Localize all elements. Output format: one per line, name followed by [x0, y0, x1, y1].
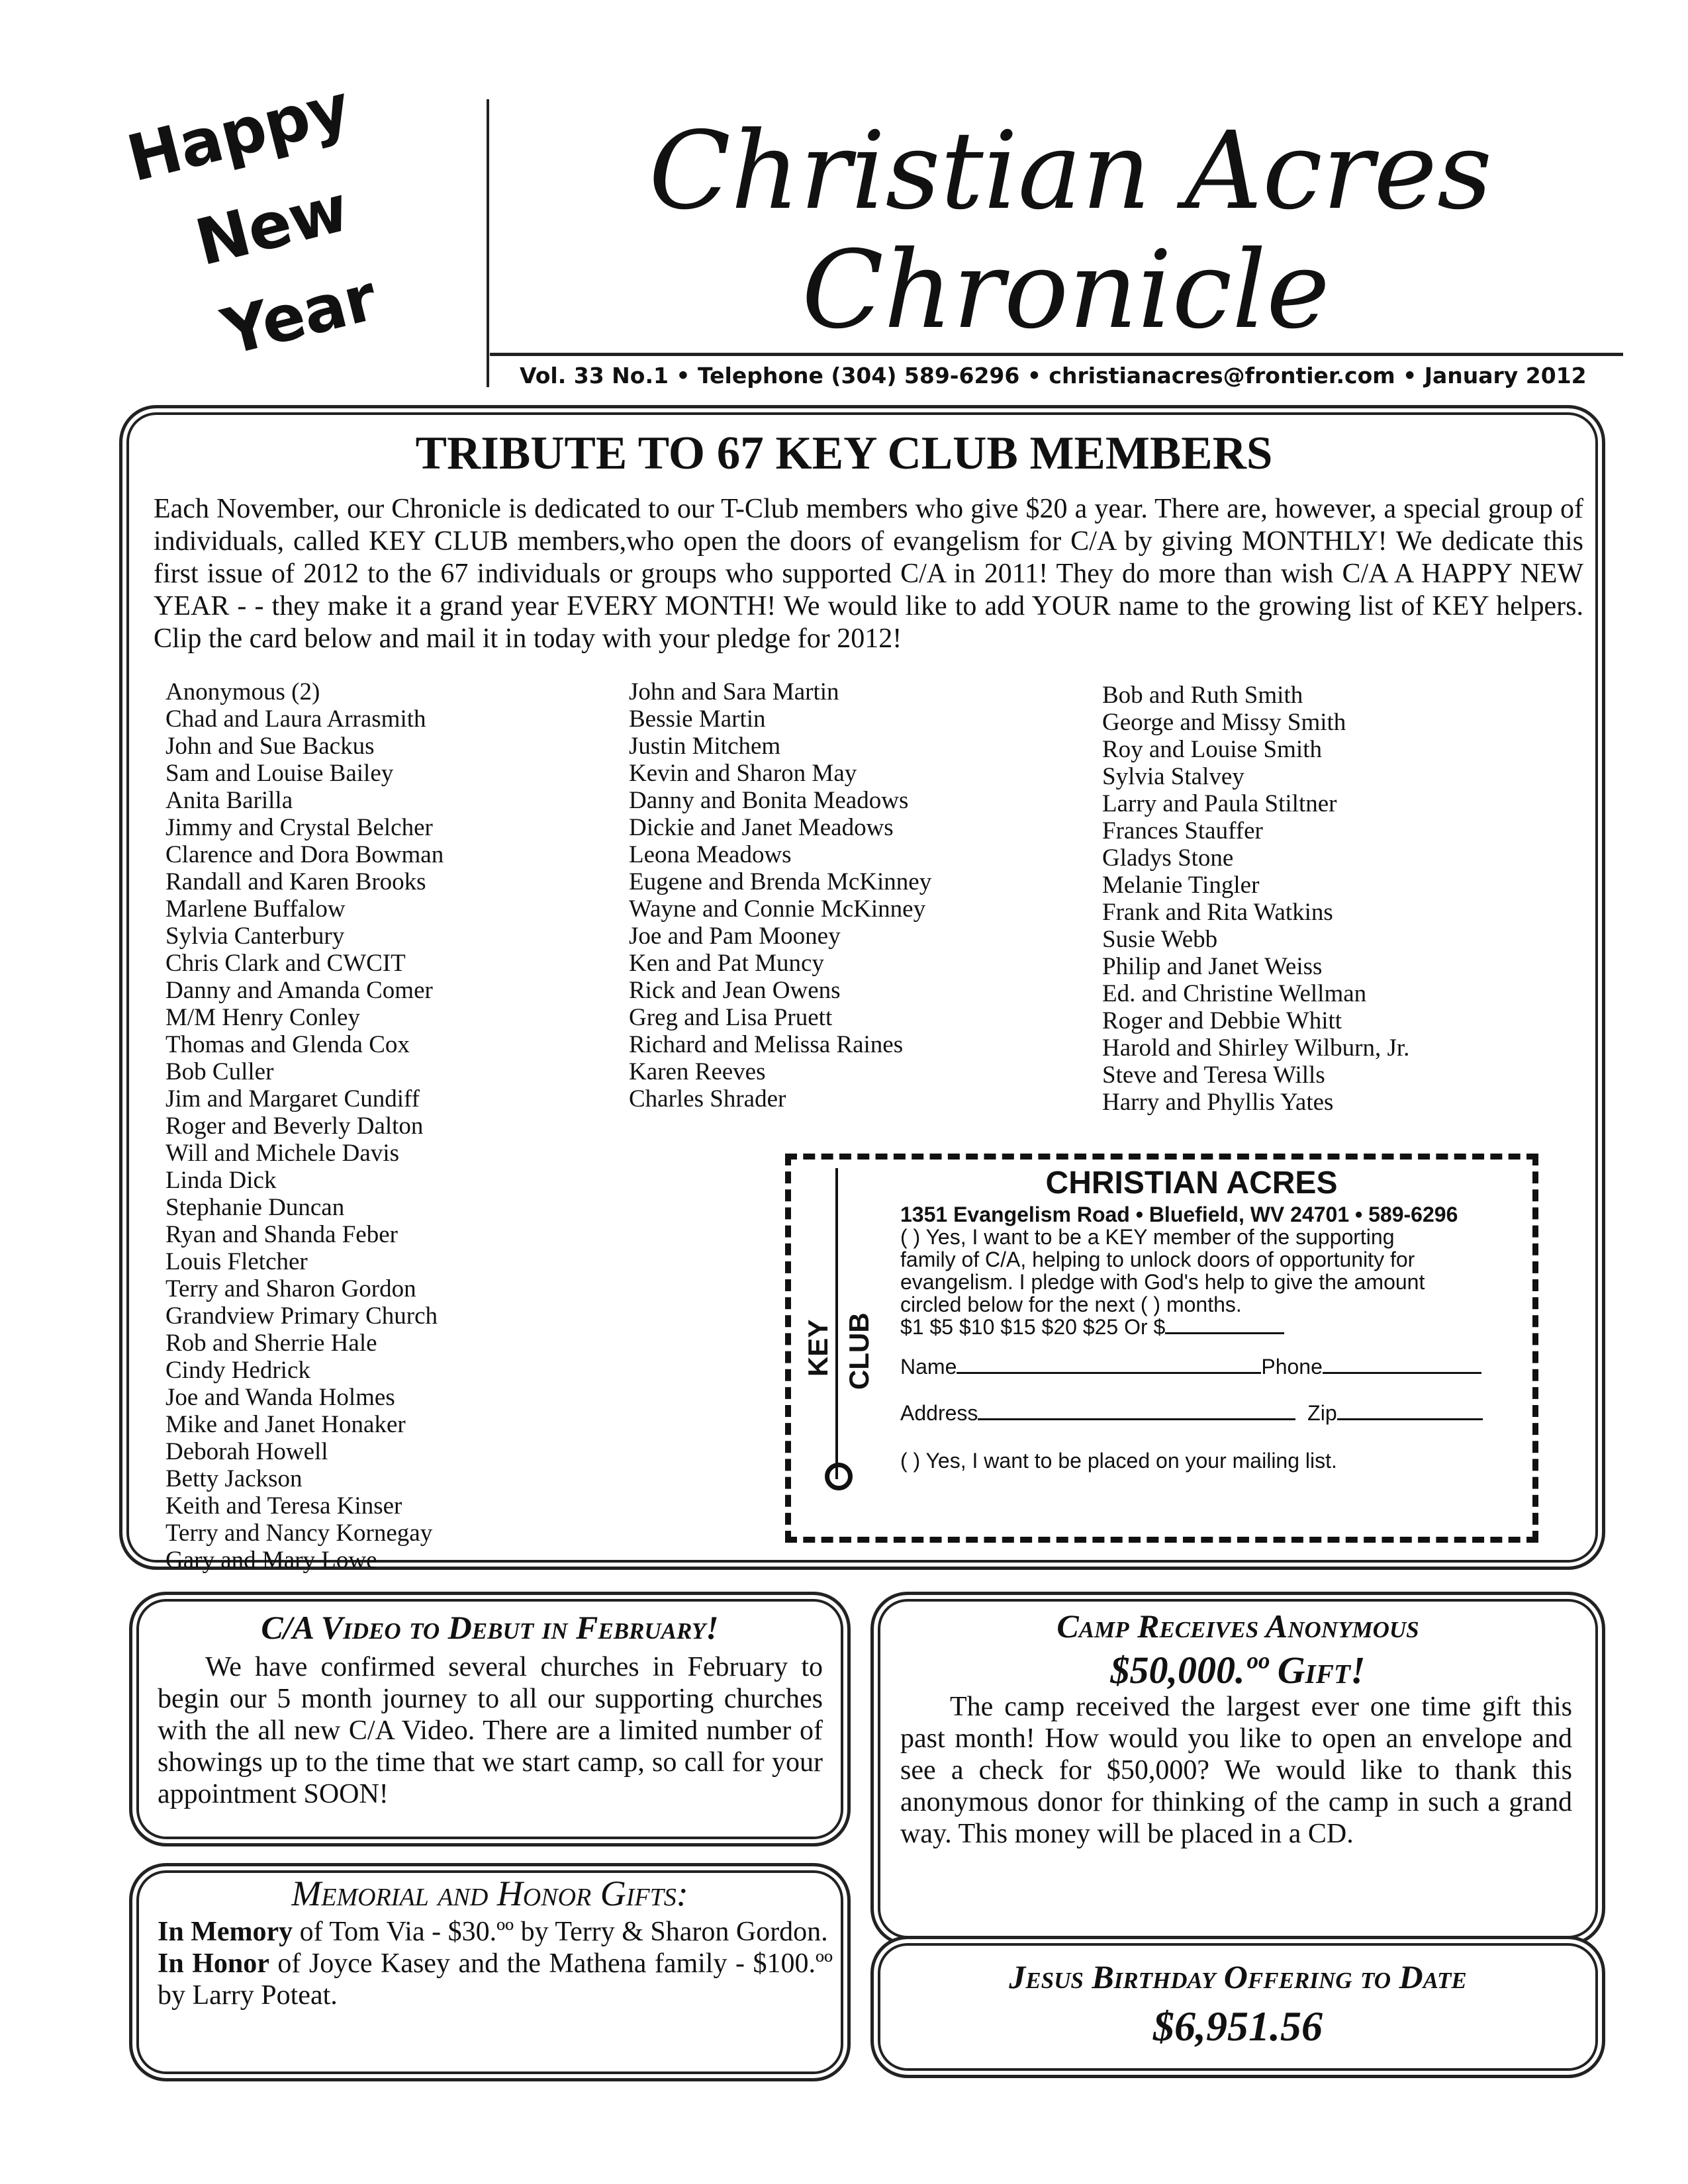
in-memory-label: In Memory: [158, 1917, 293, 1947]
key-member-name: Sam and Louise Bailey: [165, 760, 394, 787]
key-club-side-key: KEY: [802, 1319, 833, 1377]
key-member-name: Melanie Tingler: [1102, 872, 1260, 899]
key-member-name: Chris Clark and CWCIT: [165, 950, 406, 977]
key-member-name: Gary and Mary Lowe: [165, 1547, 377, 1574]
key-member-name: Joe and Pam Mooney: [629, 923, 841, 950]
key-members-column-3: [1102, 682, 1409, 1116]
key-member-name: Louis Fletcher: [165, 1248, 308, 1275]
other-amount-field[interactable]: [1165, 1332, 1284, 1334]
key-member-name: Linda Dick: [165, 1167, 277, 1194]
key-member-name: Karen Reeves: [629, 1058, 766, 1085]
key-member-name: Thomas and Glenda Cox: [165, 1031, 410, 1058]
video-title: C/A Video to Debut in February!: [261, 1609, 719, 1646]
key-member-name: John and Sara Martin: [629, 678, 839, 705]
key-member-name: Roger and Beverly Dalton: [165, 1113, 424, 1140]
phone-field[interactable]: [1323, 1372, 1481, 1374]
key-member-name: Betty Jackson: [165, 1465, 303, 1492]
masthead-title-line2: Chronicle: [802, 228, 1330, 353]
key-member-name: Ed. and Christine Wellman: [1102, 980, 1367, 1007]
key-member-name: Stephanie Duncan: [165, 1194, 345, 1221]
key-member-name: Frances Stauffer: [1102, 817, 1263, 844]
masthead-divider-horizontal: [490, 353, 1623, 356]
key-icon: [825, 1463, 853, 1490]
key-club-side-rule: [835, 1168, 838, 1479]
card-amounts[interactable]: $1 $5 $10 $15 $20 $25 Or $: [900, 1315, 1166, 1339]
name-label: Name: [900, 1355, 957, 1379]
key-member-name: Susie Webb: [1102, 926, 1218, 953]
offering-title: Jesus Birthday Offering to Date: [1009, 1958, 1467, 1995]
key-member-name: Terry and Nancy Kornegay: [165, 1520, 433, 1547]
key-member-name: Roy and Louise Smith: [1102, 736, 1322, 763]
key-member-name: M/M Henry Conley: [165, 1004, 360, 1031]
zip-label: Zip: [1307, 1401, 1337, 1425]
key-member-name: John and Sue Backus: [165, 733, 375, 760]
key-member-name: Ryan and Shanda Feber: [165, 1221, 398, 1248]
zip-field[interactable]: [1337, 1418, 1483, 1420]
key-member-name: Dickie and Janet Meadows: [629, 814, 894, 841]
memorial-text: [158, 1916, 833, 2011]
key-member-name: Frank and Rita Watkins: [1102, 899, 1333, 926]
key-member-name: Roger and Debbie Whitt: [1102, 1007, 1342, 1034]
greeting-new: New: [188, 171, 355, 281]
key-member-name: Greg and Lisa Pruett: [629, 1004, 833, 1031]
key-member-name: Randall and Karen Brooks: [165, 868, 426, 895]
key-member-name: Bob and Ruth Smith: [1102, 682, 1303, 709]
key-member-name: Chad and Laura Arrasmith: [165, 705, 426, 733]
key-member-name: Philip and Janet Weiss: [1102, 953, 1323, 980]
card-body: [900, 1203, 1496, 1472]
key-member-name: Charles Shrader: [629, 1085, 786, 1113]
key-member-name: Wayne and Connie McKinney: [629, 895, 926, 923]
greeting-happy: Happy: [120, 69, 357, 197]
tribute-intro: Each November, our Chronicle is dedicated to our T-Club members who give $20 a year. There are, however, a special group of individuals, called KEY CLUB members,who open the doors of evangelism for C/A by giving MONTHLY! We dedicate this first issue of 2012 to the 67 individuals or groups who supported C/A in 2011! They do more than wish C/A A HAPPY NEW YEAR - - they make it a grand year EVERY MONTH! We would like to add YOUR name to the growing list of KEY helpers. Clip the card below and mail it in today with your pledge for 2012!: [154, 494, 1583, 654]
key-members-column-2: [629, 678, 931, 1113]
in-memory-text: of Tom Via - $30.ºº by Terry & Sharon Gordon.: [293, 1917, 828, 1947]
key-member-name: Harry and Phyllis Yates: [1102, 1089, 1334, 1116]
key-member-name: Jim and Margaret Cundiff: [165, 1085, 420, 1113]
key-member-name: Anonymous (2): [165, 678, 320, 705]
key-member-name: Richard and Melissa Raines: [629, 1031, 904, 1058]
key-member-name: Ken and Pat Muncy: [629, 950, 824, 977]
key-member-name: Terry and Sharon Gordon: [165, 1275, 416, 1302]
camp-gift-title-1: Camp Receives Anonymous: [1056, 1608, 1419, 1645]
in-honor-text: of Joyce Kasey and the Mathena family - $100.ºº by Larry Poteat.: [158, 1948, 833, 2011]
key-member-name: Rick and Jean Owens: [629, 977, 841, 1004]
key-member-name: Bob Culler: [165, 1058, 274, 1085]
phone-label: Phone: [1261, 1355, 1323, 1379]
key-member-name: Will and Michele Davis: [165, 1140, 399, 1167]
key-member-name: Rob and Sherrie Hale: [165, 1330, 377, 1357]
key-member-name: Sylvia Stalvey: [1102, 763, 1244, 790]
key-member-name: Steve and Teresa Wills: [1102, 1062, 1325, 1089]
card-title: CHRISTIAN ACRES: [1045, 1165, 1338, 1201]
address-label: Address: [900, 1401, 978, 1425]
offering-amount: $6,951.56: [1153, 2003, 1323, 2050]
key-member-name: Mike and Janet Honaker: [165, 1411, 406, 1438]
card-address: 1351 Evangelism Road • Bluefield, WV 24701 • 589-6296: [900, 1203, 1458, 1226]
key-member-name: Grandview Primary Church: [165, 1302, 438, 1330]
in-honor-label: In Honor: [158, 1948, 269, 1979]
name-field[interactable]: [957, 1372, 1261, 1374]
tribute-title: TRIBUTE TO 67 KEY CLUB MEMBERS: [415, 428, 1273, 479]
key-member-name: Cindy Hedrick: [165, 1357, 310, 1384]
mailing-list-option[interactable]: ( ) Yes, I want to be placed on your mailing list.: [900, 1449, 1337, 1473]
card-pledge-line-3: evangelism. I pledge with God's help to give the amount: [900, 1270, 1425, 1294]
key-member-name: Danny and Amanda Comer: [165, 977, 433, 1004]
key-member-name: Danny and Bonita Meadows: [629, 787, 909, 814]
key-member-name: Keith and Teresa Kinser: [165, 1492, 402, 1520]
masthead-subline: Vol. 33 No.1 • Telephone (304) 589-6296 • christianacres@frontier.com • January 2012: [520, 363, 1587, 388]
key-members-column-1: [165, 678, 444, 1574]
key-member-name: Eugene and Brenda McKinney: [629, 868, 932, 895]
key-member-name: Kevin and Sharon May: [629, 760, 857, 787]
key-member-name: Clarence and Dora Bowman: [165, 841, 444, 868]
card-pledge-line-4: circled below for the next ( ) months.: [900, 1293, 1242, 1316]
key-member-name: Jimmy and Crystal Belcher: [165, 814, 433, 841]
key-member-name: George and Missy Smith: [1102, 709, 1346, 736]
key-member-name: Larry and Paula Stiltner: [1102, 790, 1337, 817]
masthead-title-line1: Christian Acres: [649, 109, 1493, 234]
memorial-title: Memorial and Honor Gifts:: [291, 1874, 688, 1913]
card-pledge-line-1: ( ) Yes, I want to be a KEY member of the supporting: [900, 1225, 1395, 1249]
address-field[interactable]: [978, 1418, 1295, 1420]
video-text: We have confirmed several churches in February to begin our 5 month journey to all our supporting churches with the all new C/A Video. There are a limited number of showings up to the time that we start camp, so call for your appointment SOON!: [158, 1652, 823, 1809]
greeting-year: Year: [214, 260, 384, 370]
card-pledge-line-2: family of C/A, helping to unlock doors of opportunity for: [900, 1248, 1415, 1271]
key-member-name: Marlene Buffalow: [165, 895, 346, 923]
camp-gift-text: The camp received the largest ever one time gift this past month! How would you like to open an envelope and see a check for $50,000? We would like to thank this anonymous donor for thinking of the camp in such a grand way. This money will be placed in a CD.: [900, 1692, 1572, 1849]
key-club-side-club: CLUB: [843, 1312, 874, 1390]
key-member-name: Leona Meadows: [629, 841, 792, 868]
key-member-name: Gladys Stone: [1102, 844, 1234, 872]
key-member-name: Anita Barilla: [165, 787, 293, 814]
key-member-name: Joe and Wanda Holmes: [165, 1384, 395, 1411]
key-member-name: Deborah Howell: [165, 1438, 328, 1465]
key-member-name: Justin Mitchem: [629, 733, 781, 760]
key-member-name: Sylvia Canterbury: [165, 923, 345, 950]
masthead-divider-vertical: [487, 99, 489, 387]
camp-gift-title-2: $50,000.ºº Gift!: [1110, 1649, 1366, 1692]
key-member-name: Bessie Martin: [629, 705, 766, 733]
key-member-name: Harold and Shirley Wilburn, Jr.: [1102, 1034, 1410, 1062]
